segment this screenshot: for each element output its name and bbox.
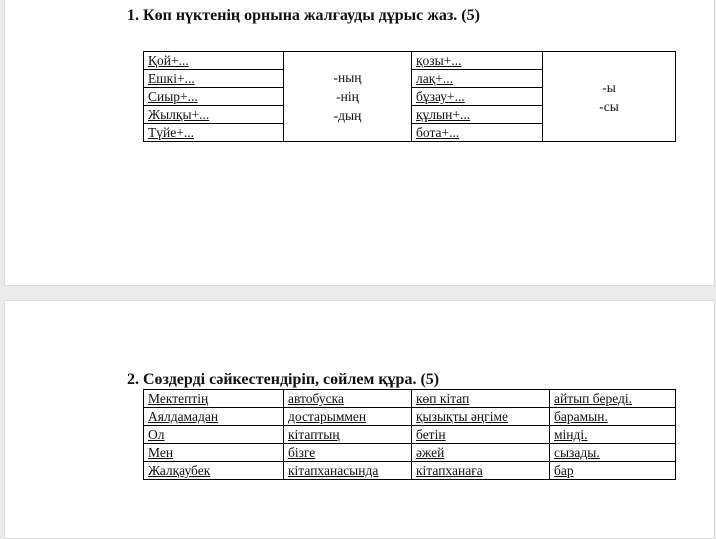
left-word: Жылқы+...: [144, 106, 284, 124]
table-row: [144, 408, 676, 426]
table-row: [144, 462, 676, 480]
table-cell: Жалқаубек: [144, 462, 284, 480]
table-row: [144, 52, 676, 70]
table-cell: сызады.: [550, 444, 676, 462]
right-word: лақ+...: [412, 70, 543, 88]
table-cell: Мен: [144, 444, 284, 462]
right-word: бұзау+...: [412, 88, 543, 106]
table-cell: автобуска: [284, 390, 412, 408]
left-word: Сиыр+...: [144, 88, 284, 106]
table-cell: әжей: [412, 444, 550, 462]
table-cell: барамын.: [550, 408, 676, 426]
left-word: Ешкі+...: [144, 70, 284, 88]
suffix: -сы: [599, 98, 619, 114]
table-cell: Аялдамадан: [144, 408, 284, 426]
table-cell: бар: [550, 462, 676, 480]
table-row: [144, 390, 676, 408]
table-row: [144, 444, 676, 462]
suffix: -нің: [336, 89, 359, 104]
left-word: Түйе+...: [144, 124, 284, 142]
table-cell: кітапханаға: [412, 462, 550, 480]
worksheet-page-2: [4, 300, 715, 539]
table-cell: Ол: [144, 426, 284, 444]
table-cell: айтып береді.: [550, 390, 676, 408]
task1-table: [143, 51, 676, 142]
right-word: қозы+...: [412, 52, 543, 70]
left-word: Қой+...: [144, 52, 284, 70]
worksheet-page-1: [4, 0, 715, 286]
table-cell: мінді.: [550, 426, 676, 444]
right-word: бота+...: [412, 124, 543, 142]
table-cell: кітаптың: [284, 426, 412, 444]
table-cell: бізге: [284, 444, 412, 462]
table-row: [144, 426, 676, 444]
task2-heading: 2. Сөздерді сәйкестендіріп, сөйлем құра. (5): [127, 371, 440, 388]
task1-heading: 1. Көп нүктенің орнына жалғауды дұрыс жаз. (5): [127, 7, 480, 24]
right-word: құлын+...: [412, 106, 543, 124]
suffix: -дың: [333, 108, 362, 123]
right-suffix-cell: [543, 52, 676, 142]
task2-table: [143, 389, 676, 480]
suffix: -ның: [333, 70, 362, 85]
suffix: -ы: [602, 79, 616, 95]
left-suffix-cell: [284, 52, 412, 142]
table-cell: кітапханасында: [284, 462, 412, 480]
table-cell: достарыммен: [284, 408, 412, 426]
table-cell: көп кітап: [412, 390, 550, 408]
table-cell: қызықты әңгіме: [412, 408, 550, 426]
table-cell: Мектептің: [144, 390, 284, 408]
table-cell: бетін: [412, 426, 550, 444]
